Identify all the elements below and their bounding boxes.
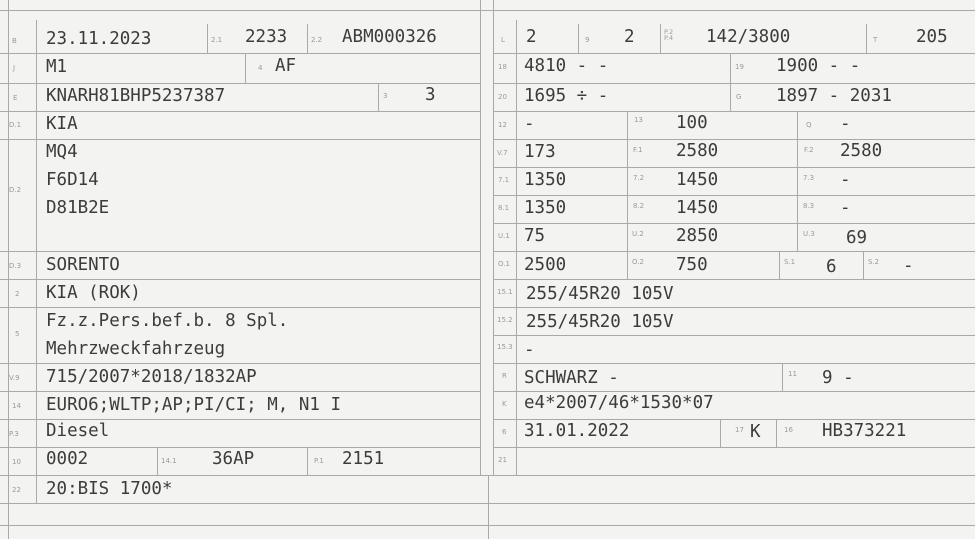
field-code-D1: D.1 <box>9 121 22 129</box>
field-code-2-1: 2.1 <box>211 36 223 44</box>
field-12-value: - <box>524 114 535 134</box>
field-2-1-manufacturer-code: 2233 <box>245 27 288 47</box>
field-code-10: 10 <box>12 458 21 466</box>
field-code-12: 12 <box>498 121 507 129</box>
field-code-2: 2 <box>15 290 20 298</box>
field-code-J: J <box>13 64 16 72</box>
field-code-K: K <box>502 400 507 408</box>
field-O1-towing-braked: 2500 <box>524 255 567 275</box>
field-code-P2-P4: P.2 P.4 <box>664 28 674 42</box>
field-K-type-approval: e4*2007/46*1530*07 <box>524 393 714 413</box>
field-7-3-axle-load: - <box>840 170 851 190</box>
field-code-O1: O.1 <box>498 260 510 268</box>
field-code-D2: D.2 <box>9 186 22 194</box>
field-code-14: 14 <box>12 402 21 410</box>
field-O2-towing-unbraked: 750 <box>676 255 708 275</box>
field-code-21: 21 <box>498 456 507 464</box>
field-4-body-type: AF <box>275 56 297 76</box>
field-code-U3: U.3 <box>803 230 815 238</box>
field-7-1-axle-load: 1350 <box>524 170 567 190</box>
field-5-line-2: Mehrzweckfahrzeug <box>46 339 226 359</box>
field-17-value: K <box>750 422 761 442</box>
field-code-V9: V.9 <box>9 374 20 382</box>
field-code-15-3: 15.3 <box>497 343 513 351</box>
field-code-5: 5 <box>15 330 20 338</box>
field-code-S2: S.2 <box>868 258 880 266</box>
field-22-remarks: 20:BIS 1700* <box>46 479 173 499</box>
field-T-max-speed: 205 <box>916 27 948 47</box>
field-11-color-code: 9 - <box>822 368 854 388</box>
field-code-7-3: 7.3 <box>803 174 815 182</box>
field-code-9: 9 <box>585 36 590 44</box>
field-6-date: 31.01.2022 <box>524 421 630 441</box>
field-code-11: 11 <box>788 370 797 378</box>
field-10-code: 0002 <box>46 449 89 469</box>
field-S2-standing: - <box>903 256 914 276</box>
field-L-axles: 2 <box>526 27 537 47</box>
field-2-manufacturer: KIA (ROK) <box>46 283 141 303</box>
field-8-2-axle-load: 1450 <box>676 198 719 218</box>
field-code-15-2: 15.2 <box>497 316 513 324</box>
field-code-13: 13 <box>634 116 643 124</box>
field-13-value: 100 <box>676 113 708 133</box>
field-code-18: 18 <box>498 63 507 71</box>
field-F2-max-mass: 2580 <box>840 141 883 161</box>
field-code-8-2: 8.2 <box>633 202 645 210</box>
field-V7-co2: 173 <box>524 142 556 162</box>
field-D2-line-2: F6D14 <box>46 170 99 190</box>
field-19-width: 1900 - - <box>776 56 861 76</box>
field-R-color: SCHWARZ - <box>524 368 619 388</box>
field-code-S1: S.1 <box>784 258 796 266</box>
field-20-height: 1695 ÷ - <box>524 86 609 106</box>
field-16-number: HB373221 <box>822 421 907 441</box>
field-9-driven-axles: 2 <box>624 27 635 47</box>
field-code-B: B <box>12 37 17 45</box>
field-code-G: G <box>736 93 742 101</box>
field-U3-drive-noise: 69 <box>846 228 868 248</box>
field-code-20: 20 <box>498 93 507 101</box>
field-code-F1: F.1 <box>633 146 643 154</box>
field-D2-line-1: MQ4 <box>46 142 78 162</box>
field-code-T: T <box>873 36 878 44</box>
field-code-F2: F.2 <box>804 146 814 154</box>
field-code-16: 16 <box>784 426 793 434</box>
field-Q-value: - <box>840 114 851 134</box>
field-code-8-3: 8.3 <box>803 202 815 210</box>
field-8-3-axle-load: - <box>840 198 851 218</box>
field-code-E: E <box>13 94 18 102</box>
field-code-14-1: 14.1 <box>161 457 177 465</box>
field-P1-displacement: 2151 <box>342 449 385 469</box>
field-E-vin: KNARH81BHP5237387 <box>46 86 226 106</box>
field-code-4: 4 <box>258 64 263 72</box>
field-code-22: 22 <box>12 486 21 494</box>
field-18-length: 4810 - - <box>524 56 609 76</box>
field-code-8-1: 8.1 <box>498 204 510 212</box>
field-D3-model: SORENTO <box>46 255 120 275</box>
field-P2-P4-power-rpm: 142/3800 <box>706 27 791 47</box>
field-B-first-registration-date: 23.11.2023 <box>46 29 152 49</box>
field-code-15-1: 15.1 <box>497 288 513 296</box>
field-15-2-tyres: 255/45R20 105V <box>526 312 674 332</box>
field-P3-fuel: Diesel <box>46 421 110 441</box>
field-code-L: L <box>501 36 505 44</box>
field-code-19: 19 <box>735 63 744 71</box>
field-code-P1: P.1 <box>314 457 324 465</box>
field-code-7-1: 7.1 <box>498 176 510 184</box>
field-14-emission-standard: EURO6;WLTP;AP;PI/CI; M, N1 I <box>46 395 342 415</box>
field-code-17: 17 <box>735 426 744 434</box>
field-3-check-digit: 3 <box>425 85 436 105</box>
field-U2-rpm: 2850 <box>676 226 719 246</box>
field-code-7-2: 7.2 <box>633 174 645 182</box>
field-code-U1: U.1 <box>498 232 510 240</box>
field-code-D3: D.3 <box>9 262 22 270</box>
field-S1-seats: 6 <box>826 257 837 277</box>
field-code-2-2: 2.2 <box>311 36 323 44</box>
field-V9-emission-class: 715/2007*2018/1832AP <box>46 367 257 387</box>
field-U1-noise: 75 <box>524 226 546 246</box>
field-5-line-1: Fz.z.Pers.bef.b. 8 Spl. <box>46 311 289 331</box>
field-code-P3: P.3 <box>9 430 19 438</box>
field-code-U2: U.2 <box>632 230 644 238</box>
field-J-vehicle-class: M1 <box>46 57 68 77</box>
field-14-1-emission-code: 36AP <box>212 449 255 469</box>
field-code-6: 6 <box>502 428 507 436</box>
field-2-2-type-code: ABM000326 <box>342 27 437 47</box>
field-D1-make: KIA <box>46 114 78 134</box>
field-8-1-axle-load: 1350 <box>524 198 567 218</box>
field-code-R: R <box>502 372 507 380</box>
field-code-O2: O.2 <box>632 258 644 266</box>
field-code-Q: Q <box>806 121 812 129</box>
field-D2-line-3: D81B2E <box>46 198 110 218</box>
field-G-empty-weight: 1897 - 2031 <box>776 86 892 106</box>
field-F1-max-mass: 2580 <box>676 141 719 161</box>
field-15-1-tyres: 255/45R20 105V <box>526 284 674 304</box>
field-7-2-axle-load: 1450 <box>676 170 719 190</box>
field-code-V7: V.7 <box>497 149 508 157</box>
field-code-3: 3 <box>383 92 388 100</box>
field-15-3-tyres: - <box>524 340 535 360</box>
